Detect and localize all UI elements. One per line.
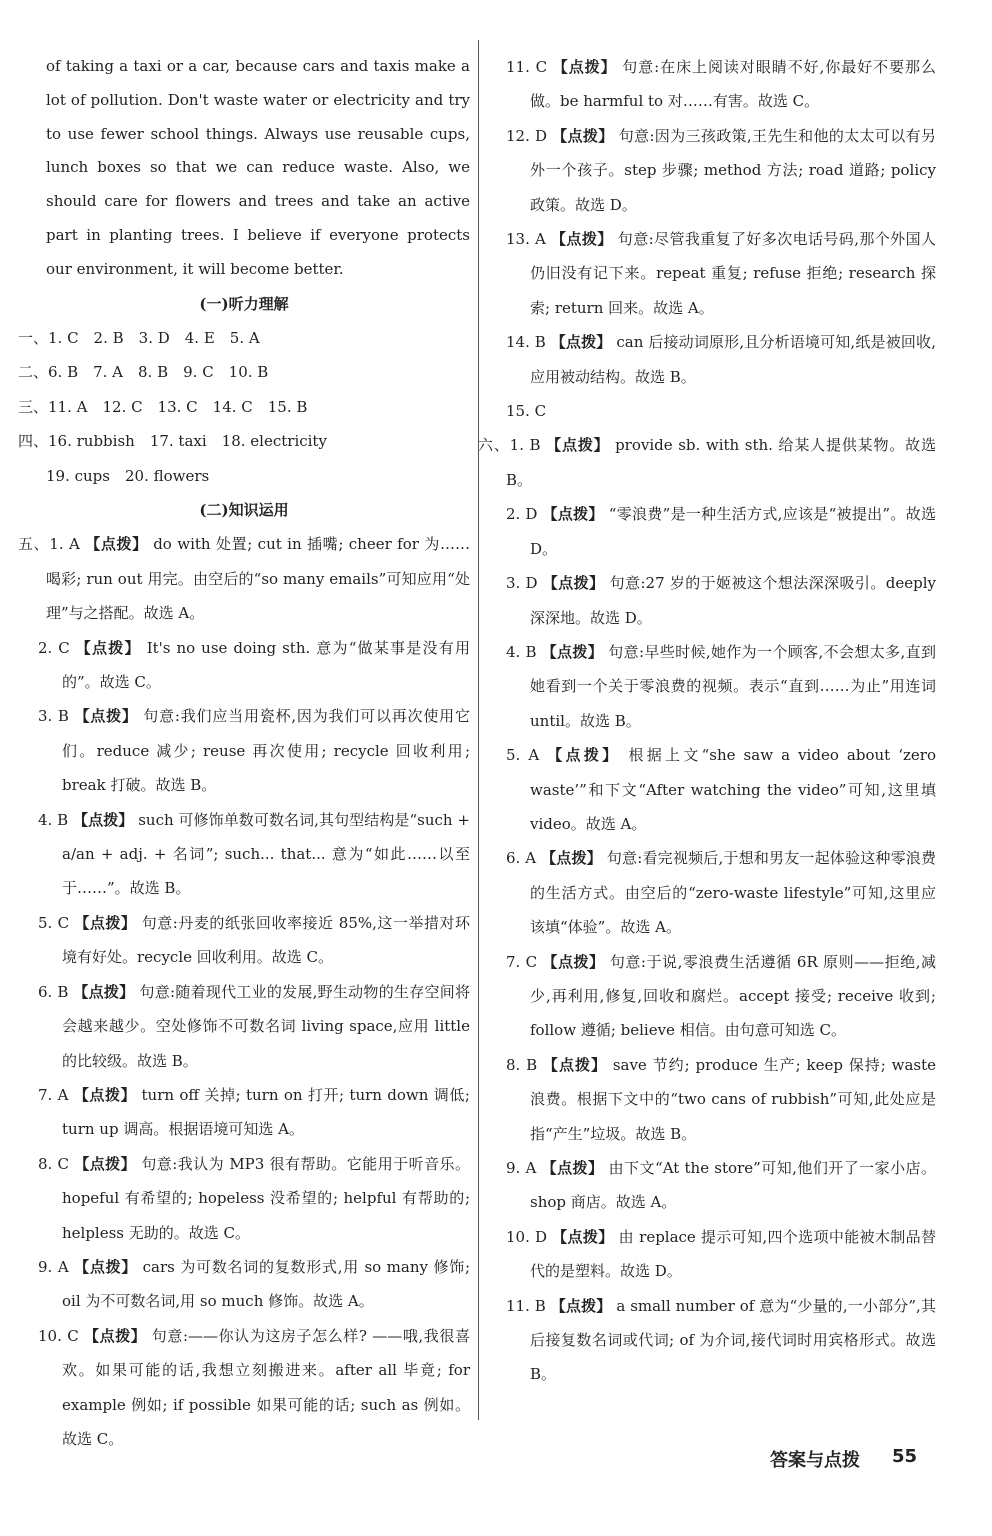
item-text: such 可修饰单数可数名词,其句型结构是“such + a/an + adj. + 名词”; such... that... 意为“如此……以至于……”。故选 B。 [62,810,470,898]
page-footer [770,1440,970,1480]
item-number: 11. C [506,58,548,76]
hint-label: 【点拨】 [541,642,604,661]
hint-label: 【点拨】 [547,746,621,765]
item-text: 句意:我们应当用瓷杯,因为我们可以再次使用它们。reduce 减少; reuse 再次使用; recycle 回收利用; break 打破。故选 B。 [62,707,470,795]
hint-label: 【点拨】 [542,1055,608,1074]
answer-item [486,566,936,635]
item-text: turn off 关掉; turn on 打开; turn down 调低; turn up 调高。根据语境可知选 A。 [62,1085,470,1139]
item-text: 句意:随着现代工业的发展,野生动物的生存空间将会越来越少。空处修饰不可数名词 living space,应用 little 的比较级。故选 B。 [62,982,470,1070]
answer-item [486,1289,936,1392]
answer-item [18,1319,470,1457]
item-number: 六、1. B [478,436,541,455]
hint-label: 【点拨】 [73,982,135,1001]
answer-item [486,394,936,428]
item-text: 句意:丹麦的纸张回收率接近 85%,这一举措对环境有好处。recycle 回收利用。故选 C。 [62,913,470,967]
answer-item [486,945,936,1048]
item-text: 句意:看完视频后,于想和男友一起体验这种零浪费的生活方式。由空后的“zero-waste lifestyle”可知,这里应该填“体验”。故选 A。 [530,849,936,937]
item-number: 7. A [38,1085,69,1104]
hint-label: 【点拨】 [552,126,614,145]
hint-label: 【点拨】 [541,849,602,868]
answer-item [486,1048,936,1151]
footer-label: 答案与点拨 [770,1450,860,1471]
item-text: cars 为可数名词的复数形式,用 so many 修饰; oil 为不可数名词,用 so much 修饰。故选 A。 [62,1257,470,1311]
item-text: 句意:在床上阅读对眼睛不好,你最好不要那么做。be harmful to 对……有害。故选 C。 [530,58,936,111]
item-number: 5. C [38,913,70,932]
item-text: can 后接动词原形,且分析语境可知,纸是被回收,应用被动结构。故选 B。 [530,333,936,386]
hint-label: 【点拨】 [550,1296,612,1315]
hint-label: 【点拨】 [84,1326,147,1345]
hint-label: 【点拨】 [75,638,141,657]
hint-label: 【点拨】 [542,574,605,593]
listening-row-5: 19. cups 20. flowers [46,466,210,485]
hint-label: 【点拨】 [551,230,613,249]
item-number: 9. A [506,1159,537,1177]
item-number: 10. C [38,1326,79,1345]
item-text: 句意:因为三孩政策,王先生和他的太太可以有另外一个孩子。step 步骤; method 方法; road 道路; policy 政策。故选 D。 [530,126,936,214]
hint-label: 【点拨】 [552,58,617,76]
hint-label: 【点拨】 [74,707,138,726]
item-number: 14. B [506,333,546,352]
answer-item [18,906,470,975]
item-number: 7. C [506,952,538,971]
listening-row-2: 二、6. B 7. A 8. B 9. C 10. B [18,363,269,382]
item-number: 12. D [506,126,548,145]
hint-label: 【点拨】 [546,436,610,455]
item-number: 4. B [38,810,69,829]
answer-item [18,699,470,802]
answer-item [486,119,936,222]
answer-item [18,631,470,700]
page-number: 55 [892,1446,918,1467]
item-number: 8. C [38,1154,70,1173]
item-number: 9. A [38,1257,69,1276]
answer-item [486,497,936,566]
item-number: 3. B [38,707,69,726]
listening-row-4: 四、16. rubbish 17. taxi 18. electricity [18,432,327,451]
answer-item [18,803,470,906]
answer-item [486,50,936,119]
hint-label: 【点拨】 [74,1154,137,1173]
item-text: 句意:早些时候,她作为一个顾客,不会想太多,直到她看到一个关于零浪费的视频。表示“直到……为止”用连词 until。故选 B。 [530,642,936,730]
hint-label: 【点拨】 [85,535,148,554]
section-title-knowledge: (二)知识运用 [199,501,289,520]
item-text: 句意:——你认为这房子怎么样? ——哦,我很喜欢。如果可能的话,我想立刻搬进来。after all 毕竟; for example 例如; if possible 如果可能的话; such as 例如。故选 C。 [62,1326,470,1448]
right-column [478,50,936,1392]
hint-label: 【点拨】 [74,1257,138,1276]
hint-label: 【点拨】 [550,333,612,352]
item-text: 根据上文“she saw a video about ‘zero waste’”和下文“After watching the video”可知,这里填 video。故选 A。 [530,746,936,833]
item-text: “零浪费”是一种生活方式,应该是“被提出”。故选 D。 [530,505,936,558]
answer-item [18,1078,470,1147]
hint-label: 【点拨】 [541,1159,604,1177]
item-number: 2. D [506,505,538,524]
item-text: 句意:27 岁的于姬被这个想法深深吸引。deeply 深深地。故选 D。 [530,574,936,627]
answer-item [18,975,470,1078]
item-text: 句意:于说,零浪费生活遵循 6R 原则——拒绝,减少,再利用,修复,回收和腐烂。accept 接受; receive 收到; follow 遵循; believe 相信。由句意可知选 C。 [530,952,936,1040]
hint-label: 【点拨】 [73,810,134,829]
answer-item [486,222,936,325]
column-divider [478,40,479,1420]
item-number: 五、1. A [18,535,80,554]
item-number: 13. A [506,230,546,249]
item-number: 2. C [38,638,70,657]
hint-label: 【点拨】 [73,1085,137,1104]
intro-paragraph: of taking a taxi or a car, because cars and taxis make a lot of pollution. Don't waste water or electricity and try to use fewer school things. Always use reusable cups, lunch boxes so that we can reduce waste. Also, we should care for flowers and trees and take an active part in planting trees. I believe if everyone protects our environment, it will become better. [46,57,470,278]
item-text: 句意:尽管我重复了好多次电话号码,那个外国人仍旧没有记下来。repeat 重复; refuse 拒绝; research 探索; return 回来。故选 A。 [530,230,936,317]
listening-row-3: 三、11. A 12. C 13. C 14. C 15. B [18,397,308,416]
hint-label: 【点拨】 [542,505,604,524]
hint-label: 【点拨】 [74,913,137,932]
hint-label: 【点拨】 [552,1227,614,1246]
item-text: 由 replace 提示可知,四个选项中能被木制品替代的是塑料。故选 D。 [530,1227,936,1281]
item-text: It's no use doing sth. 意为“做某事是没有用的”。故选 C。 [62,638,470,692]
listening-row-1: 一、1. C 2. B 3. D 4. E 5. A [18,328,260,347]
item-number: 11. B [506,1296,546,1315]
item-text: do with 处置; cut in 插嘴; cheer for 为……喝彩; run out 用完。由空后的“so many emails”可知应用“处理”与之搭配。故选 A。 [46,535,470,623]
answer-item [478,428,936,497]
answer-item [486,635,936,738]
item-text: a small number of 意为“少量的,一小部分”,其后接复数名词或代词; of 为介词,接代词时用宾格形式。故选 B。 [530,1296,936,1384]
item-text: provide sb. with sth. 给某人提供某物。故选 B。 [506,436,936,489]
answer-item [18,527,470,630]
answer-item [18,1250,470,1319]
item-number: 8. B [506,1055,538,1074]
answer-item [486,841,936,944]
item-number: 15. C [506,402,547,421]
item-text: 句意:我认为 MP3 很有帮助。它能用于听音乐。hopeful 有希望的; hopeless 没希望的; helpful 有帮助的; helpless 无助的。故选 C。 [62,1154,470,1242]
item-number: 6. A [506,849,537,868]
item-number: 4. B [506,642,537,661]
item-text: save 节约; produce 生产; keep 保持; waste 浪费。根据下文中的“two cans of rubbish”可知,此处应是指“产生”垃圾。故选 B。 [530,1055,936,1143]
answer-item [486,325,936,394]
item-number: 6. B [38,982,69,1001]
answer-item [18,1147,470,1250]
item-number: 10. D [506,1227,548,1246]
section-title-listening: (一)听力理解 [199,294,289,313]
item-text: 由下文“At the store”可知,他们开了一家小店。shop 商店。故选 A。 [530,1159,936,1212]
item-number: 5. A [506,746,540,765]
item-number: 3. D [506,574,538,593]
answer-item [486,1220,936,1289]
left-column [18,50,470,1456]
answer-item [486,1151,936,1220]
answer-item [486,738,936,841]
hint-label: 【点拨】 [542,952,605,971]
